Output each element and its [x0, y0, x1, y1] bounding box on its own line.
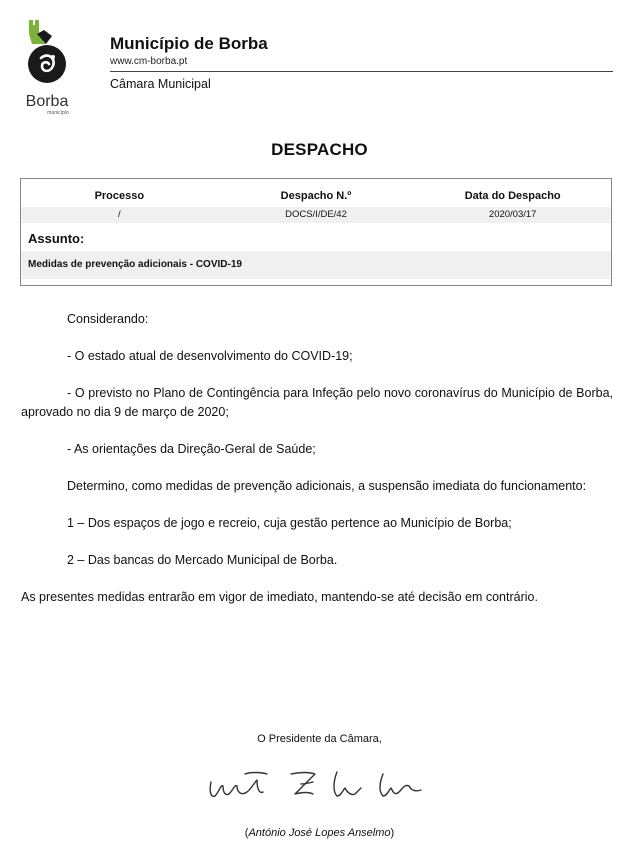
signer-role: O Presidente da Câmara,	[257, 733, 382, 745]
logo-wordmark: Borba	[25, 93, 69, 110]
signer-name: António José Lopes Anselmo	[248, 827, 391, 839]
subject-text: Medidas de prevenção adicionais - COVID-19	[28, 259, 242, 270]
handwritten-signature	[205, 762, 435, 806]
paragraph-considering: Considerando:	[67, 312, 149, 326]
org-website[interactable]: www.cm-borba.pt	[110, 56, 188, 67]
value-process: /	[118, 209, 121, 220]
logo-subtext: município	[47, 110, 69, 116]
paragraph-covid-state: - O estado atual de desenvolvimento do COVID-19;	[67, 349, 353, 363]
org-header	[110, 34, 613, 92]
paragraph-contingency-plan: - O previsto no Plano de Contingência para Infeção pelo novo coronavírus do Município de Borba, aprovado no dia 9 de março de 2020;	[21, 386, 613, 419]
subject-label: Assunto:	[28, 231, 85, 246]
org-name: Município de Borba	[110, 34, 268, 53]
header-dispatch-number: Despacho N.º	[280, 190, 352, 202]
dispatch-info-box	[20, 178, 612, 286]
paragraph-determination: Determino, como medidas de prevenção adicionais, a suspensão imediata do funcionamento:	[67, 479, 587, 493]
signer-paren-open: (	[244, 827, 249, 839]
value-dispatch-date: 2020/03/17	[488, 209, 537, 220]
header-process: Processo	[94, 190, 145, 202]
header-dispatch-date: Data do Despacho	[464, 190, 561, 202]
info-value-row	[21, 207, 611, 223]
paragraph-dgs-guidelines: - As orientações da Direção-Geral de Saúde;	[67, 442, 316, 456]
paragraph-measure-2: 2 – Das bancas do Mercado Municipal de Borba.	[67, 553, 338, 567]
info-header-row	[21, 188, 611, 204]
paragraph-effect: As presentes medidas entrarão em vigor de imediato, mantendo-se até decisão em contrário.	[21, 590, 538, 604]
signer-paren-close: )	[390, 827, 395, 839]
document-body	[21, 310, 613, 625]
borba-logo	[20, 20, 78, 116]
value-dispatch-number: DOCS/I/DE/42	[285, 209, 347, 220]
document-title: DESPACHO	[271, 140, 368, 159]
paragraph-measure-1: 1 – Dos espaços de jogo e recreio, cuja gestão pertence ao Município de Borba;	[67, 516, 512, 530]
header-divider	[110, 71, 613, 72]
org-department: Câmara Municipal	[110, 77, 211, 91]
signer-name-line	[0, 827, 639, 839]
